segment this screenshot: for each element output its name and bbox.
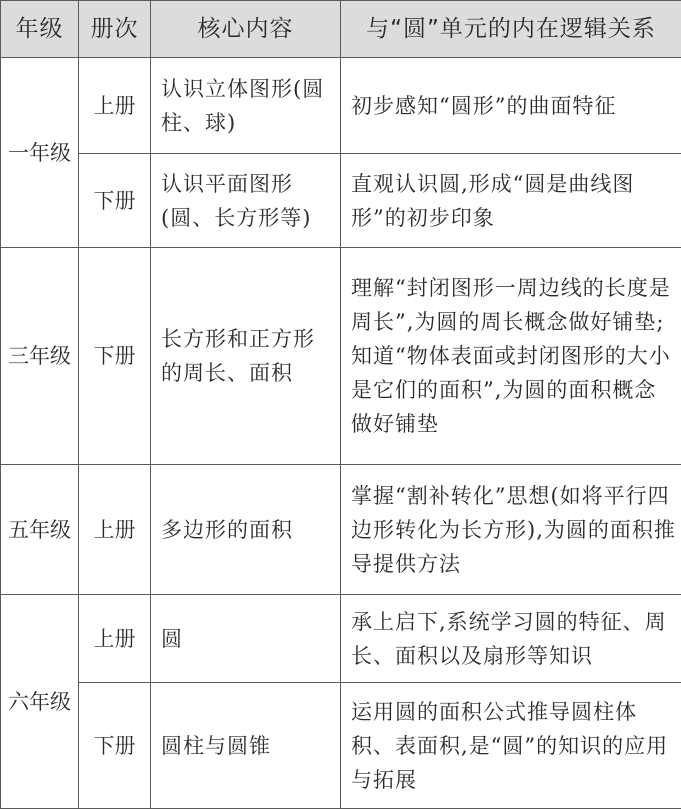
grade-cell: 一年级 [1,58,79,248]
grade-cell: 六年级 [1,595,79,809]
table-row [1,683,681,809]
header-core-content: 核心内容 [151,1,341,58]
content-cell: 认识平面图形(圆、长方形等) [151,154,341,248]
content-cell: 认识立体图形(圆柱、球) [151,58,341,154]
header-volume: 册次 [79,1,151,58]
volume-cell: 下册 [79,683,151,809]
header-row [1,1,681,58]
grade-cell: 五年级 [1,465,79,595]
content-cell: 圆柱与圆锥 [151,683,341,809]
content-cell: 多边形的面积 [151,465,341,595]
table-row [1,595,681,683]
volume-cell: 上册 [79,595,151,683]
relation-cell: 承上启下,系统学习圆的特征、周长、面积以及扇形等知识 [341,595,681,683]
relation-cell: 运用圆的面积公式推导圆柱体积、表面积,是“圆”的知识的应用与拓展 [341,683,681,809]
table-row [1,58,681,154]
header-relation: 与“圆”单元的内在逻辑关系 [341,1,681,58]
relation-cell: 直观认识圆,形成“圆是曲线图形”的初步印象 [341,154,681,248]
table-row [1,248,681,465]
relation-cell: 初步感知“圆形”的曲面特征 [341,58,681,154]
table-row [1,154,681,248]
relation-cell: 理解“封闭图形一周边线的长度是周长”,为圆的周长概念做好铺垫;知道“物体表面或封闭图形的大小是它们的面积”,为圆的面积概念做好铺垫 [341,248,681,465]
volume-cell: 下册 [79,154,151,248]
volume-cell: 下册 [79,248,151,465]
volume-cell: 上册 [79,58,151,154]
content-cell: 圆 [151,595,341,683]
content-cell: 长方形和正方形的周长、面积 [151,248,341,465]
table-row [1,465,681,595]
header-grade: 年级 [1,1,79,58]
grade-cell: 三年级 [1,248,79,465]
relation-cell: 掌握“割补转化”思想(如将平行四边形转化为长方形),为圆的面积推导提供方法 [341,465,681,595]
volume-cell: 上册 [79,465,151,595]
